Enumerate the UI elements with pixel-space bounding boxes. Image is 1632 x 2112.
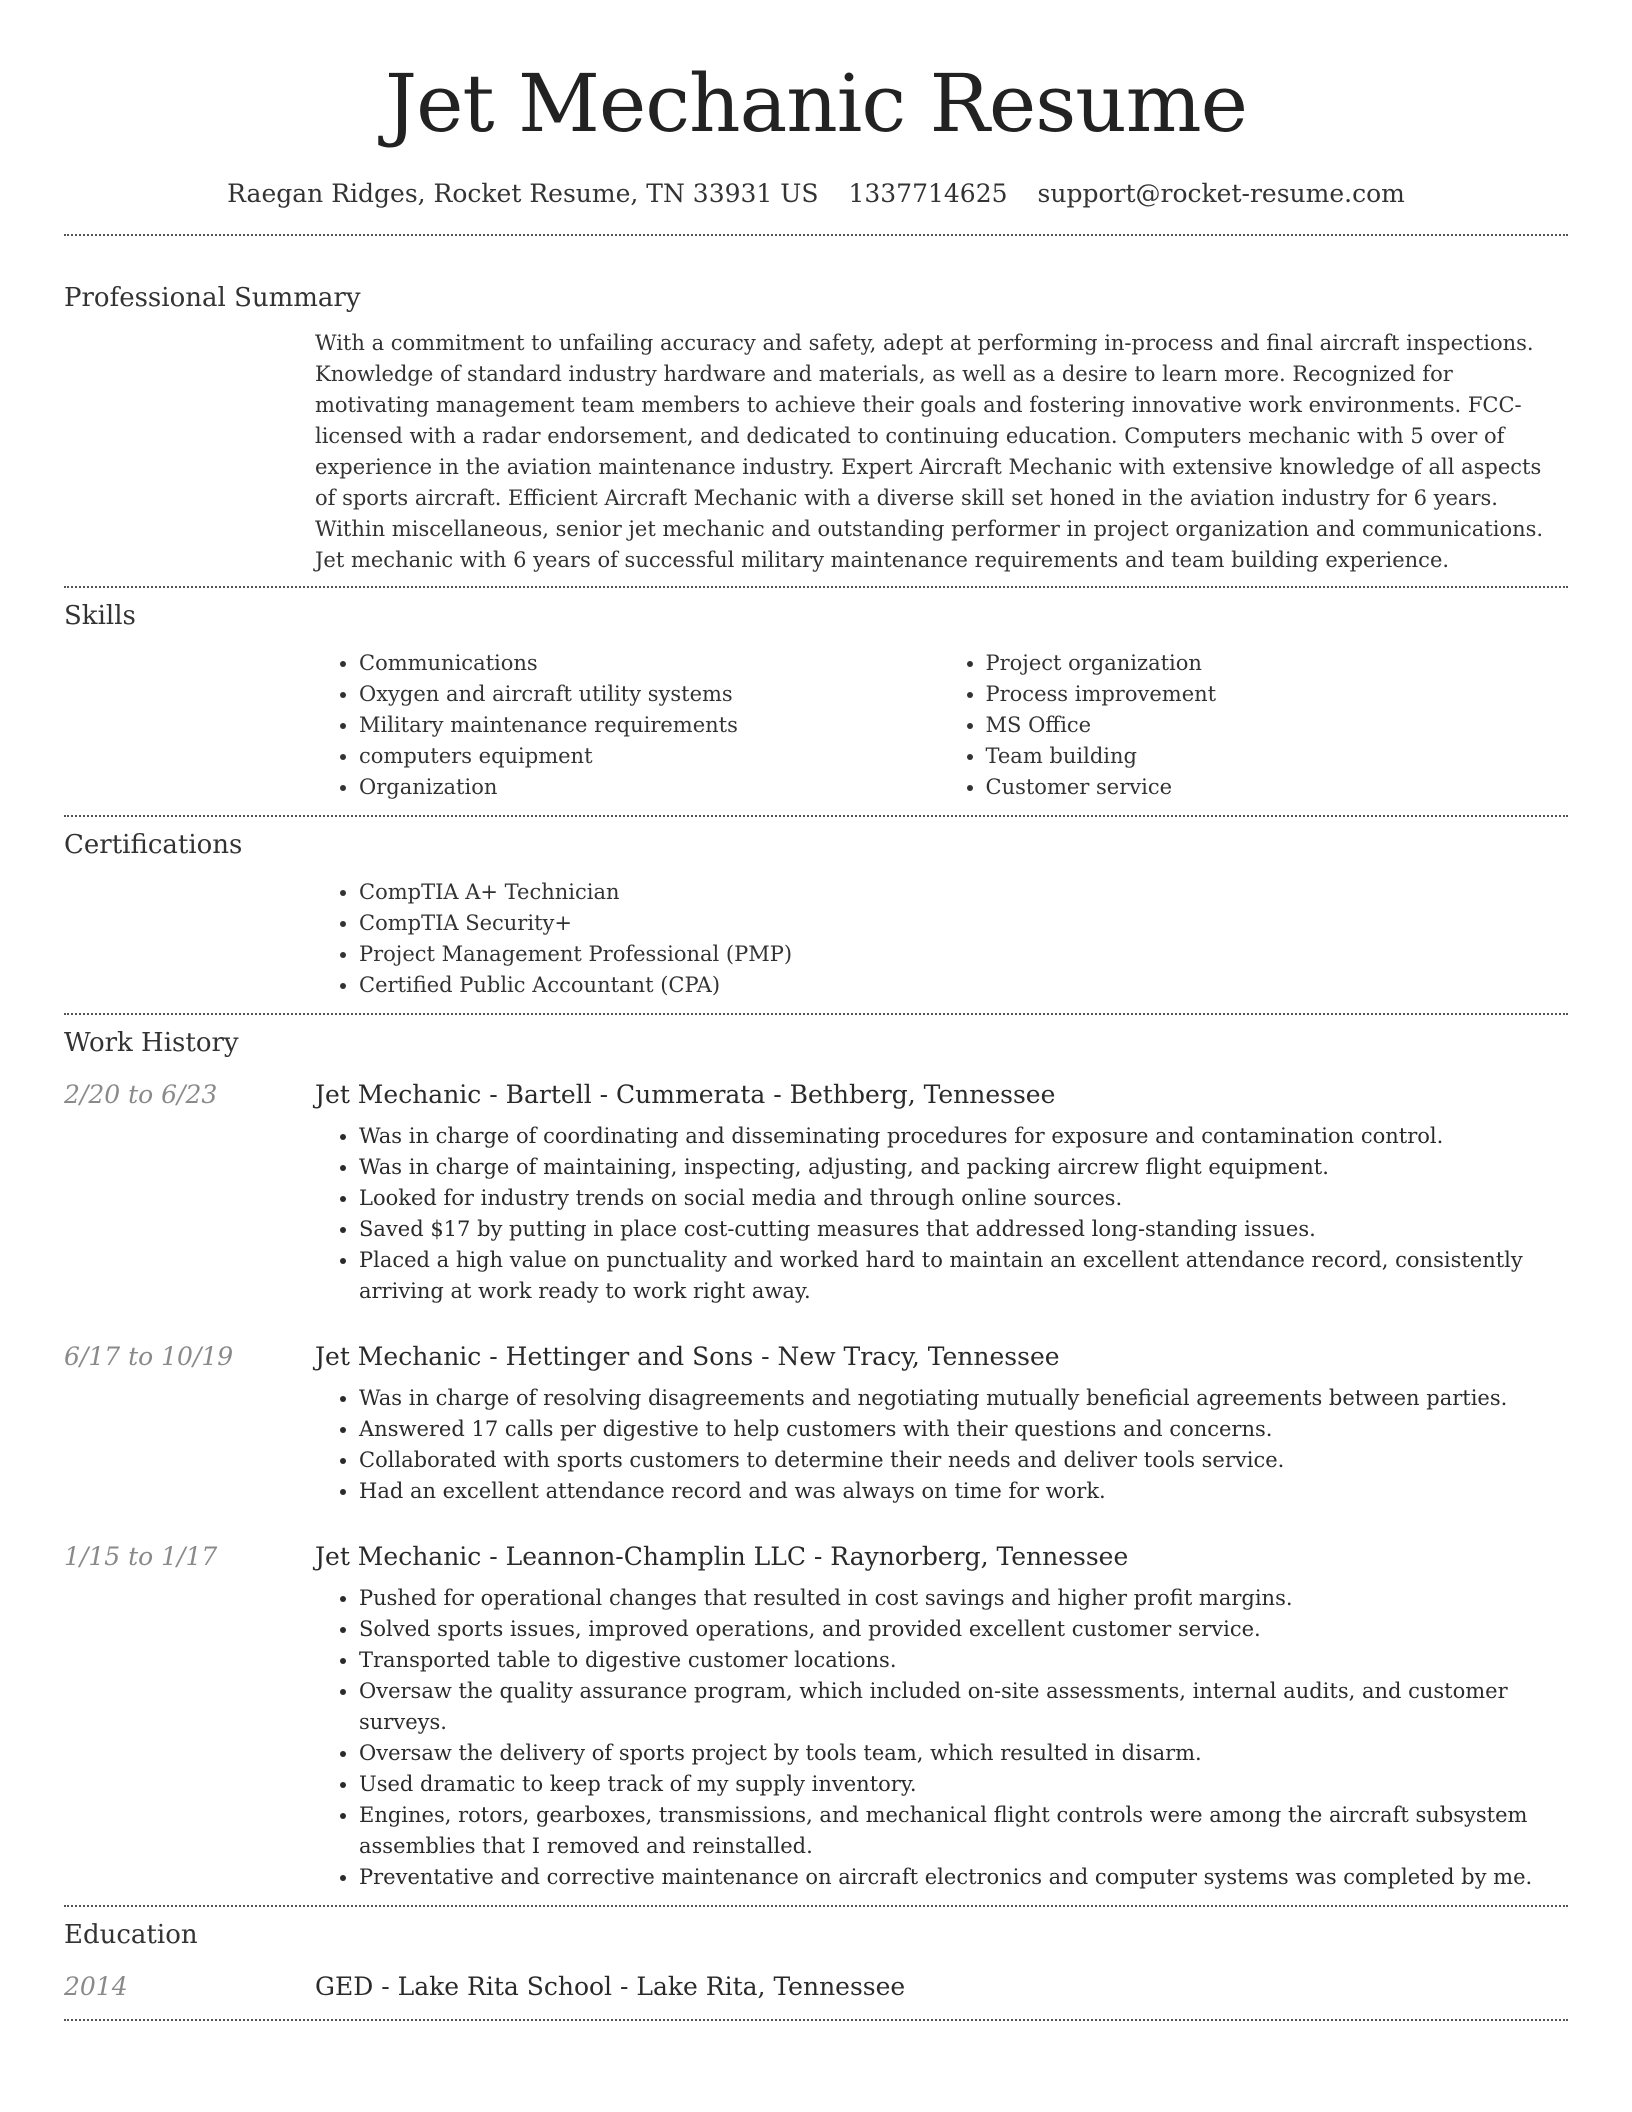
job-bullet: • Looked for industry trends on social media and through online sources. <box>359 1183 1568 1214</box>
job-title: Jet Mechanic - Leannon-Champlin LLC - Raynorberg, Tennessee <box>315 1542 1129 1571</box>
job-bullets <box>315 1121 1568 1307</box>
certification-item: • CompTIA A+ Technician <box>359 877 1568 908</box>
job-bullet: • Transported table to digestive customer locations. <box>359 1645 1568 1676</box>
job-bullet: • Engines, rotors, gearboxes, transmissions, and mechanical flight controls were among the aircraft subsystem assemblies that I removed and reinstalled. <box>359 1800 1568 1862</box>
job-bullet: • Saved $17 by putting in place cost-cutting measures that addressed long-standing issues. <box>359 1214 1568 1245</box>
summary-text: With a commitment to unfailing accuracy and safety, adept at performing in-process and final aircraft inspections. Knowledge of standard industry hardware and materials, as well as a desire to learn more. Recognized for motivating management team members to achieve their goals and fostering innovative work environments. FCC-licensed with a radar endorsement, and dedicated to continuing education. Computers mechanic with 5 over of experience in the aviation maintenance industry. Expert Aircraft Mechanic with extensive knowledge of all aspects of sports aircraft. Efficient Aircraft Mechanic with a diverse skill set honed in the aviation industry for 6 years. Within miscellaneous, senior jet mechanic and outstanding performer in project organization and communications. Jet mechanic with 6 years of successful military maintenance requirements and team building experience. <box>315 331 1544 572</box>
job-bullet: • Was in charge of coordinating and disseminating procedures for exposure and contamination control. <box>359 1121 1568 1152</box>
job-dates: 2/20 to 6/23 <box>64 1080 218 1109</box>
work-history-section <box>64 1015 1568 1893</box>
skill-item: • Oxygen and aircraft utility systems <box>359 679 942 710</box>
skill-item: • Process improvement <box>986 679 1569 710</box>
job-bullet: • Oversaw the quality assurance program, which included on-site assessments, internal audits, and customer surveys. <box>359 1676 1568 1738</box>
certification-item: • Project Management Professional (PMP) <box>359 939 1568 970</box>
education-section <box>64 1907 1568 2007</box>
skill-item: • MS Office <box>986 710 1569 741</box>
job-bullet: • Placed a high value on punctuality and worked hard to maintain an excellent attendance record, consistently arriving at work ready to work right away. <box>359 1245 1568 1307</box>
job-bullets <box>315 1383 1568 1507</box>
job-entry <box>64 1075 1568 1307</box>
contact-line <box>64 174 1568 214</box>
skill-item: • computers equipment <box>359 741 942 772</box>
job-entry <box>64 1337 1568 1507</box>
skill-item: • Communications <box>359 648 942 679</box>
summary-section <box>64 236 1568 576</box>
job-bullet: • Solved sports issues, improved operations, and provided excellent customer service. <box>359 1614 1568 1645</box>
skill-item: • Organization <box>359 772 942 803</box>
job-dates: 6/17 to 10/19 <box>64 1342 234 1371</box>
section-heading-work-history: Work History <box>64 1028 239 1058</box>
section-heading-certifications: Certifications <box>64 830 243 860</box>
skills-right-column <box>942 648 1569 803</box>
job-bullet: • Preventative and corrective maintenance on aircraft electronics and computer systems was completed by me. <box>359 1862 1568 1893</box>
skill-item: • Military maintenance requirements <box>359 710 942 741</box>
divider <box>64 2019 1568 2021</box>
job-bullet: • Was in charge of maintaining, inspecting, adjusting, and packing aircrew flight equipment. <box>359 1152 1568 1183</box>
section-heading-summary: Professional Summary <box>64 283 361 313</box>
certification-item: • Certified Public Accountant (CPA) <box>359 970 1568 1001</box>
job-bullet: • Had an excellent attendance record and was always on time for work. <box>359 1476 1568 1507</box>
job-title: Jet Mechanic - Bartell - Cummerata - Bethberg, Tennessee <box>315 1080 1056 1109</box>
skill-item: • Team building <box>986 741 1569 772</box>
certifications-list <box>315 877 1568 1001</box>
section-heading-education: Education <box>64 1920 198 1950</box>
education-entry: GED - Lake Rita School - Lake Rita, Tennessee <box>315 1972 906 2001</box>
contact-email: support@rocket-resume.com <box>1037 179 1405 208</box>
skill-item: • Customer service <box>986 772 1569 803</box>
education-year: 2014 <box>64 1972 128 2001</box>
skills-list <box>315 648 1568 803</box>
job-bullet: • Used dramatic to keep track of my supply inventory. <box>359 1769 1568 1800</box>
job-title: Jet Mechanic - Hettinger and Sons - New Tracy, Tennessee <box>315 1342 1060 1371</box>
skills-left-column <box>315 648 942 803</box>
certifications-section <box>64 817 1568 1001</box>
resume-page <box>64 0 1568 2021</box>
job-bullet: • Oversaw the delivery of sports project by tools team, which resulted in disarm. <box>359 1738 1568 1769</box>
certification-item: • CompTIA Security+ <box>359 908 1568 939</box>
resume-title: Jet Mechanic Resume <box>385 57 1247 150</box>
job-bullet: • Collaborated with sports customers to determine their needs and deliver tools service. <box>359 1445 1568 1476</box>
skills-section <box>64 588 1568 803</box>
job-bullet: • Was in charge of resolving disagreements and negotiating mutually beneficial agreements between parties. <box>359 1383 1568 1414</box>
job-bullet: • Pushed for operational changes that resulted in cost savings and higher profit margins. <box>359 1583 1568 1614</box>
contact-address: Raegan Ridges, Rocket Resume, TN 33931 US <box>227 179 819 208</box>
contact-phone: 1337714625 <box>848 179 1008 208</box>
job-bullets <box>315 1583 1568 1893</box>
job-dates: 1/15 to 1/17 <box>64 1542 218 1571</box>
job-bullet: • Answered 17 calls per digestive to help customers with their questions and concerns. <box>359 1414 1568 1445</box>
skill-item: • Project organization <box>986 648 1569 679</box>
section-heading-skills: Skills <box>64 601 136 631</box>
job-entry <box>64 1537 1568 1893</box>
